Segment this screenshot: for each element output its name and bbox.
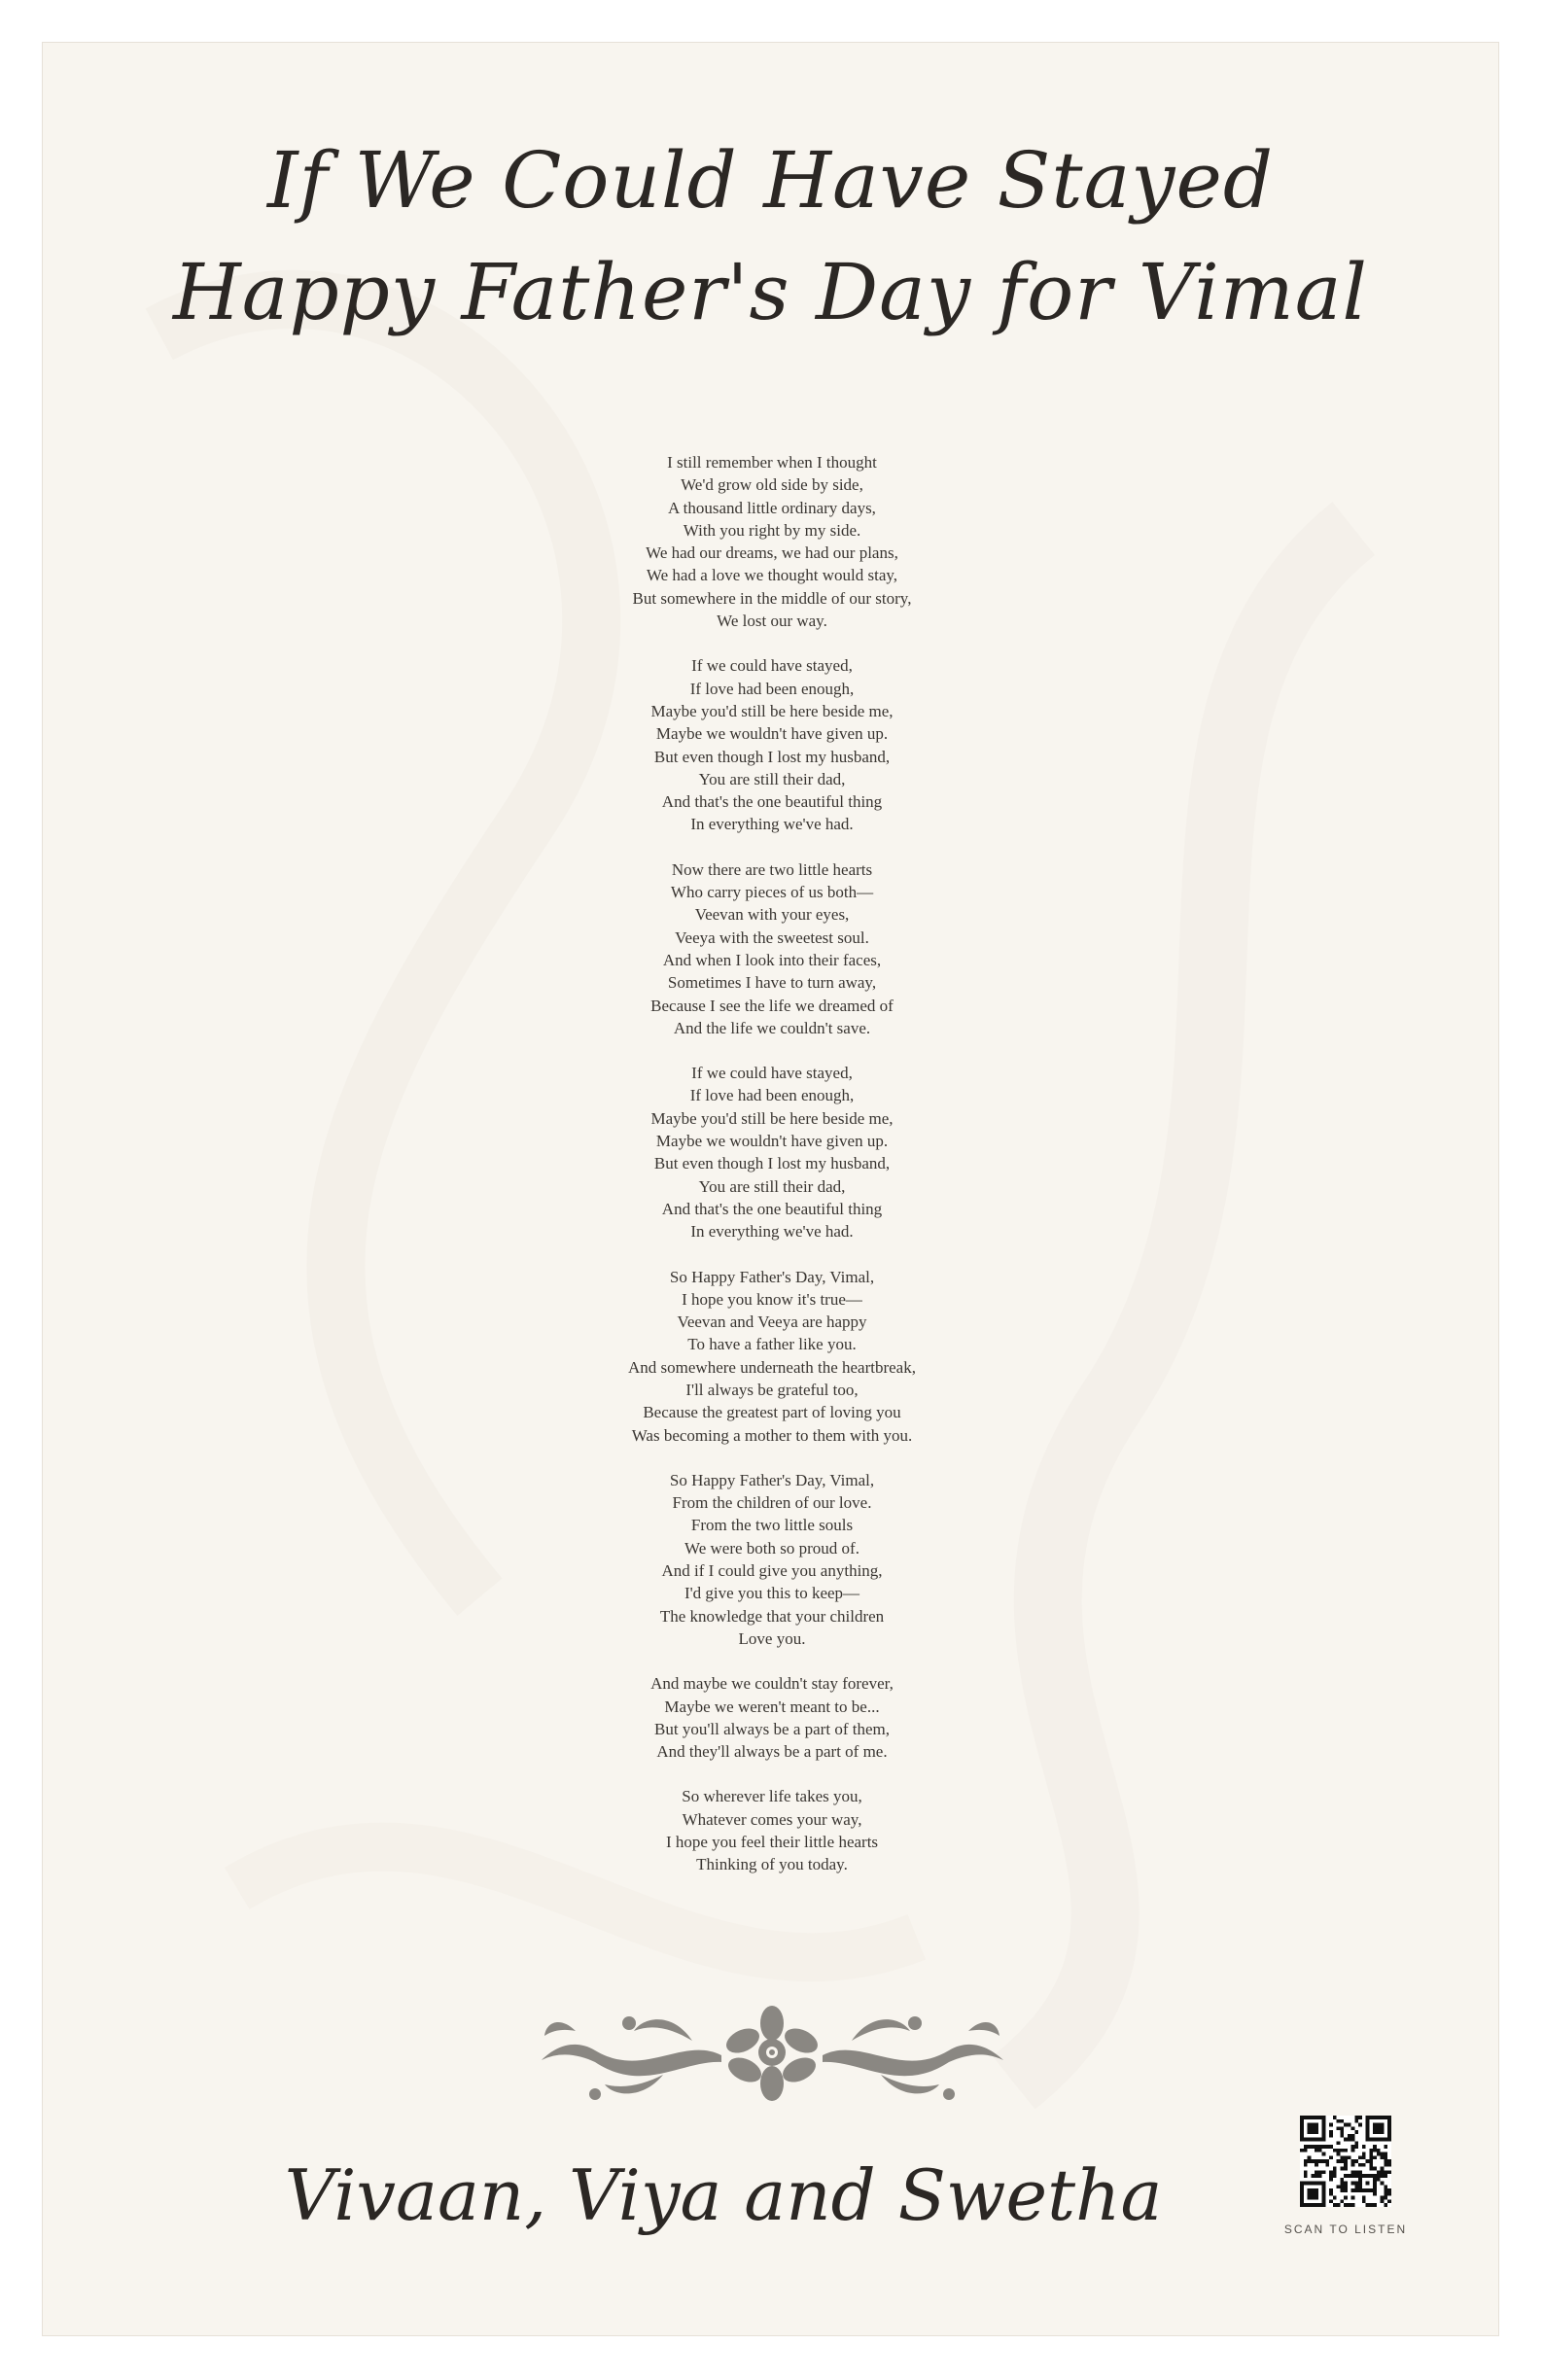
lyric-line: I hope you feel their little hearts	[665, 1833, 879, 1852]
lyric-line: So wherever life takes you,	[682, 1787, 862, 1806]
lyric-line: I'll always be grateful too,	[685, 1380, 859, 1399]
lyric-line: The knowledge that your children	[659, 1606, 885, 1626]
lyric-line: You are still their dad,	[698, 769, 846, 788]
lyric-line: Was becoming a mother to them with you.	[631, 1425, 913, 1445]
stanza	[334, 451, 1210, 632]
lyric-line: And maybe we couldn't stay forever,	[650, 1674, 894, 1694]
lyric-line: A thousand little ordinary days,	[668, 498, 876, 517]
lyric-line: Because I see the life we dreamed of	[650, 996, 894, 1015]
lyric-line: And that's the one beautiful thing	[661, 792, 883, 812]
lyric-line: And that's the one beautiful thing	[661, 1199, 883, 1218]
lyric-line: But somewhere in the middle of our story,	[632, 588, 912, 608]
lyrics-body	[334, 451, 1210, 1899]
lyric-line: Because the greatest part of loving you	[643, 1403, 901, 1422]
lyric-line: We were both so proud of.	[684, 1538, 859, 1558]
lyric-line: And they'll always be a part of me.	[656, 1742, 888, 1762]
lyric-line: In everything we've had.	[690, 1222, 854, 1242]
lyric-line: If love had been enough,	[689, 679, 855, 698]
lyric-line: Now there are two little hearts	[671, 859, 873, 879]
lyric-line: You are still their dad,	[698, 1176, 846, 1196]
lyric-line: Maybe we weren't meant to be...	[664, 1697, 880, 1716]
lyric-line: And the life we couldn't save.	[673, 1018, 871, 1037]
lyric-line: But even though I lost my husband,	[653, 747, 891, 766]
stanza	[334, 1469, 1210, 1650]
lyric-line: But you'll always be a part of them,	[654, 1719, 890, 1738]
stanza	[334, 1785, 1210, 1875]
lyric-line: Love you.	[738, 1628, 806, 1648]
lyric-line: Sometimes I have to turn away,	[667, 973, 877, 993]
lyric-line: Maybe we wouldn't have given up.	[655, 1132, 889, 1151]
signature: Vivaan, Viya and Swetha	[284, 2154, 1163, 2236]
poster	[42, 42, 1499, 2336]
lyric-line: From the children of our love.	[672, 1493, 872, 1513]
stanza	[334, 858, 1210, 1039]
lyric-line: If love had been enough,	[689, 1086, 855, 1105]
lyric-line: We lost our way.	[717, 612, 827, 631]
lyric-line: If we could have stayed,	[691, 656, 853, 676]
stanza	[334, 654, 1210, 835]
lyric-line: And if I could give you anything,	[661, 1561, 883, 1581]
lyric-line: From the two little souls	[690, 1516, 854, 1535]
lyric-line: Maybe we wouldn't have given up.	[655, 724, 889, 744]
stanza	[334, 1266, 1210, 1447]
lyric-line: Maybe you'd still be here beside me,	[650, 701, 894, 720]
lyric-line: Whatever comes your way,	[682, 1809, 862, 1829]
lyric-line: If we could have stayed,	[691, 1064, 853, 1083]
qr-caption: SCAN TO LISTEN	[1283, 2222, 1408, 2236]
floral-flourish-icon	[537, 2002, 1008, 2109]
lyric-line: In everything we've had.	[690, 815, 854, 834]
lyric-line: I'd give you this to keep—	[684, 1584, 860, 1603]
lyric-line: Veevan with your eyes,	[694, 905, 850, 925]
lyric-line: Veevan and Veeya are happy	[677, 1312, 867, 1332]
lyric-line: And somewhere underneath the heartbreak,	[628, 1357, 916, 1377]
lyric-line: With you right by my side.	[683, 520, 861, 540]
dedication-title: Happy Father's Day for Vimal	[172, 247, 1368, 337]
lyric-line: We'd grow old side by side,	[681, 475, 863, 495]
lyric-line: Maybe you'd still be here beside me,	[650, 1108, 894, 1128]
lyric-line: Veeya with the sweetest soul.	[675, 928, 869, 947]
lyric-line: So Happy Father's Day, Vimal,	[669, 1470, 875, 1489]
lyric-line: I still remember when I thought	[667, 453, 877, 472]
lyric-line: So Happy Father's Day, Vimal,	[669, 1267, 875, 1286]
lyric-line: Thinking of you today.	[696, 1855, 848, 1874]
lyric-line: But even though I lost my husband,	[653, 1154, 891, 1173]
stanza	[334, 1672, 1210, 1763]
lyric-line: We had a love we thought would stay,	[646, 566, 898, 585]
lyric-line: I hope you know it's true—	[682, 1289, 862, 1309]
lyric-line: To have a father like you.	[687, 1335, 857, 1354]
lyric-line: Who carry pieces of us both—	[670, 883, 874, 902]
lyric-line: And when I look into their faces,	[662, 950, 882, 969]
stanza	[334, 1062, 1210, 1242]
qr-code-icon[interactable]	[1300, 2116, 1391, 2207]
lyric-line: We had our dreams, we had our plans,	[646, 543, 898, 563]
song-title: If We Could Have Stayed	[266, 135, 1275, 226]
